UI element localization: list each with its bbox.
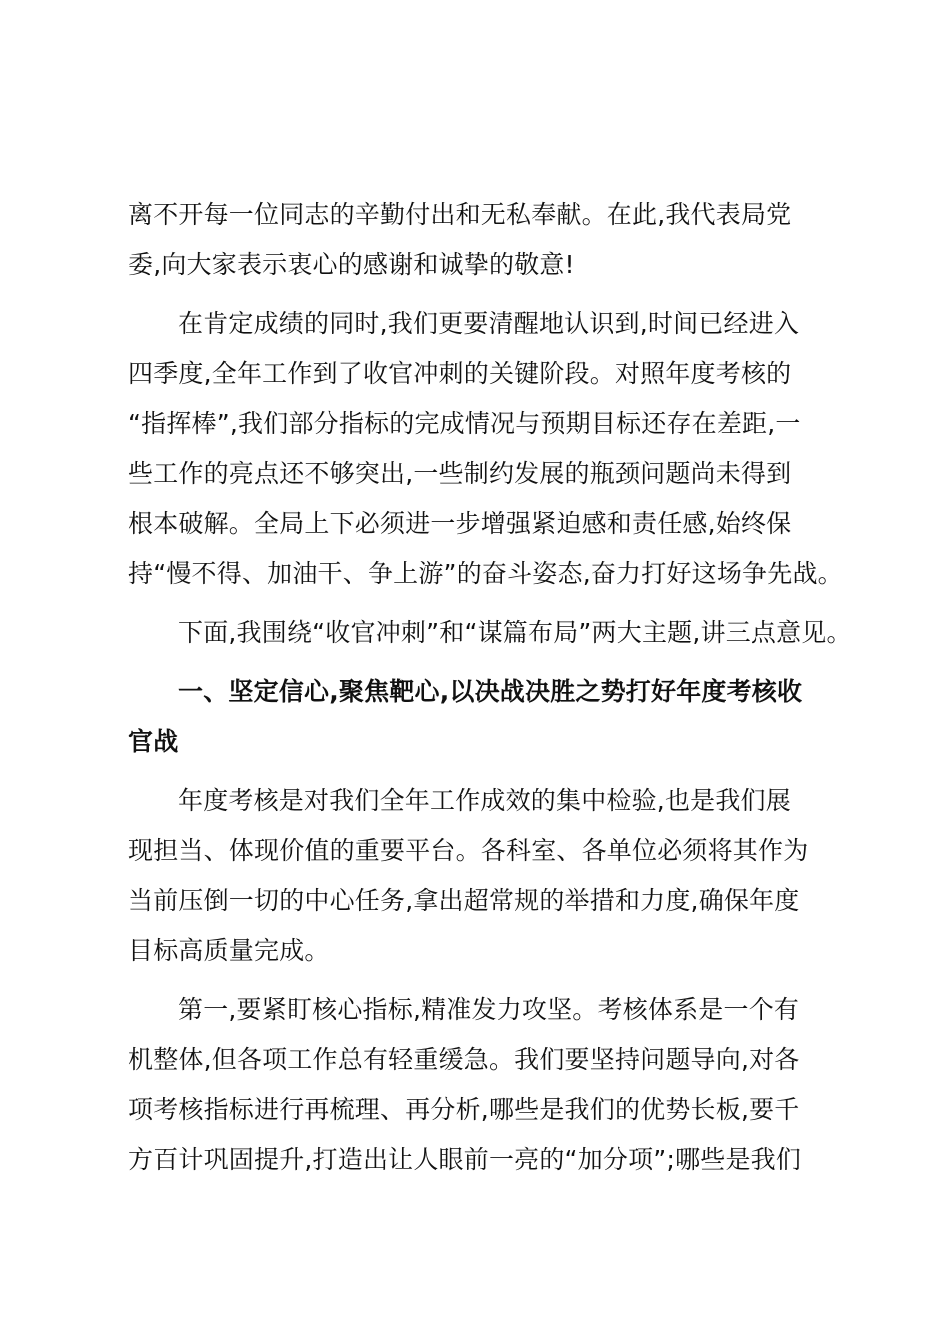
heading-line: 官战	[128, 727, 179, 756]
text-line: 根本破解。全局上下必须进一步增强紧迫感和责任感,始终保	[128, 509, 792, 538]
text-line: 第一,要紧盯核心指标,精准发力攻坚。考核体系是一个有	[178, 995, 800, 1024]
paragraph-body	[128, 985, 848, 1185]
paragraph-body	[128, 608, 852, 658]
text-line: 当前压倒一切的中心任务,拿出超常规的举措和力度,确保年度	[128, 886, 800, 915]
text-line: 下面,我围绕“收官冲刺”和“谋篇布局”两大主题,讲三点意见。	[178, 618, 852, 647]
paragraph-continuation	[128, 190, 848, 290]
paragraph-body	[128, 299, 848, 599]
text-line: 些工作的亮点还不够突出,一些制约发展的瓶颈问题尚未得到	[128, 459, 792, 488]
text-line: 四季度,全年工作到了收官冲刺的关键阶段。对照年度考核的	[128, 359, 792, 388]
text-line: 持“慢不得、加油干、争上游”的奋斗姿态,奋力打好这场争先战。	[128, 559, 843, 588]
text-line: 年度考核是对我们全年工作成效的集中检验,也是我们展	[178, 786, 791, 815]
text-line: 项考核指标进行再梳理、再分析,哪些是我们的优势长板,要千	[128, 1095, 800, 1124]
text-line: 目标高质量完成。	[128, 936, 330, 965]
text-line: 离不开每一位同志的辛勤付出和无私奉献。在此,我代表局党	[128, 200, 792, 229]
heading-line: 一、坚定信心,聚焦靶心,以决战决胜之势打好年度考核收	[178, 677, 803, 706]
text-line: 在肯定成绩的同时,我们更要清醒地认识到,时间已经进入	[178, 309, 800, 338]
text-line: 机整体,但各项工作总有轻重缓急。我们要坚持问题导向,对各	[128, 1045, 800, 1074]
text-line: “指挥棒”,我们部分指标的完成情况与预期目标还存在差距,一	[128, 409, 801, 438]
text-line: 委,向大家表示衷心的感谢和诚挚的敬意!	[128, 250, 575, 279]
section-heading	[128, 667, 848, 767]
document-body	[128, 190, 852, 1194]
paragraph-body	[128, 776, 848, 976]
text-line: 方百计巩固提升,打造出让人眼前一亮的“加分项”;哪些是我们	[128, 1145, 802, 1174]
text-line: 现担当、体现价值的重要平台。各科室、各单位必须将其作为	[128, 836, 809, 865]
